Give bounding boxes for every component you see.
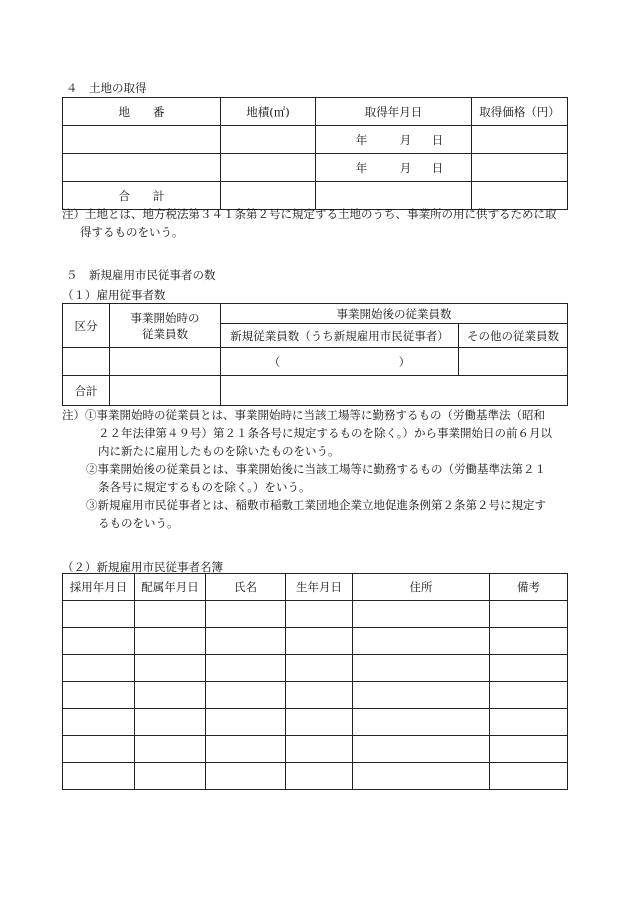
- header-assign-date: 配属年月日: [135, 574, 206, 601]
- total-label: 合 計: [63, 182, 221, 210]
- header-kubun: 区分: [63, 304, 110, 348]
- total-start-count[interactable]: [110, 376, 221, 406]
- header-name: 氏名: [206, 574, 286, 601]
- total-label-2: 合計: [63, 376, 110, 406]
- header-birth-date: 生年月日: [286, 574, 353, 601]
- section5-heading: ５ 新規雇用市民従事者の数: [66, 268, 216, 282]
- employee-roster-table: [62, 573, 568, 790]
- sub2-heading: （２）新規雇用市民従事者名簿: [62, 560, 223, 574]
- header-new-staff: 新規従業員数（うち新規雇用市民従事者）: [221, 324, 459, 348]
- header-other-staff: その他の従業員数: [459, 324, 568, 348]
- table-row: [63, 763, 568, 790]
- header-start-employees: 事業開始時の 従業員数: [110, 304, 221, 348]
- cell-start-count[interactable]: [110, 348, 221, 376]
- header-address: 住所: [353, 574, 490, 601]
- section4-heading: ４ 土地の取得: [66, 81, 147, 95]
- land-table: [62, 97, 568, 210]
- cell-area-1[interactable]: [221, 126, 316, 154]
- header-acquisition-date: 取得年月日: [316, 98, 472, 126]
- table-row: [63, 709, 568, 736]
- header-lot-number: 地 番: [63, 98, 221, 126]
- cell-lot-2[interactable]: [63, 154, 221, 182]
- cell-lot-1[interactable]: [63, 126, 221, 154]
- cell-kubun[interactable]: [63, 348, 110, 376]
- header-remarks: 備考: [490, 574, 568, 601]
- cell-date-2[interactable]: 年 月 日: [316, 154, 472, 182]
- employee-count-table: [62, 303, 568, 406]
- cell-price-2[interactable]: [472, 154, 568, 182]
- table-row: [63, 601, 568, 628]
- header-area: 地積(㎡): [221, 98, 316, 126]
- employee-notes: 注）①事業開始時の従業員とは、事業開始時に当該工場等に勤務するもの（労働基準法（昭和 ２２年法律第４９号）第２１条各号に規定するものを除く。）から事業開始日の前６月以 内に新たに雇用したものを除いたものをいう。 ②事業開始後の従業員とは、事業開始後に当該工場等に勤務するもの（労働基準法第２１ 条各号に規定するものを除く。）をいう。 ③新規雇用市民従事者とは、稲敷市稲敷工業団地企業立地促進条例第２条第２号に規定す るものをいう。: [62, 408, 553, 530]
- cell-area-2[interactable]: [221, 154, 316, 182]
- table-row: [63, 736, 568, 763]
- land-note: 注）土地とは、地方税法第３４１条第２号に規定する土地のうち、事業所の用に供するために取 得するものをいう。: [62, 207, 557, 239]
- header-hire-date: 採用年月日: [63, 574, 135, 601]
- sub1-heading: （１）雇用従事者数: [62, 288, 166, 302]
- cell-new-count[interactable]: （ ）: [221, 348, 459, 376]
- cell-date-1[interactable]: 年 月 日: [316, 126, 472, 154]
- cell-price-1[interactable]: [472, 126, 568, 154]
- cell-other-count[interactable]: [459, 348, 568, 376]
- table-row: [63, 655, 568, 682]
- header-acquisition-price: 取得価格（円）: [472, 98, 568, 126]
- total-after-count[interactable]: [221, 376, 568, 406]
- table-row: [63, 682, 568, 709]
- table-row: [63, 628, 568, 655]
- header-after-employees: 事業開始後の従業員数: [221, 304, 568, 324]
